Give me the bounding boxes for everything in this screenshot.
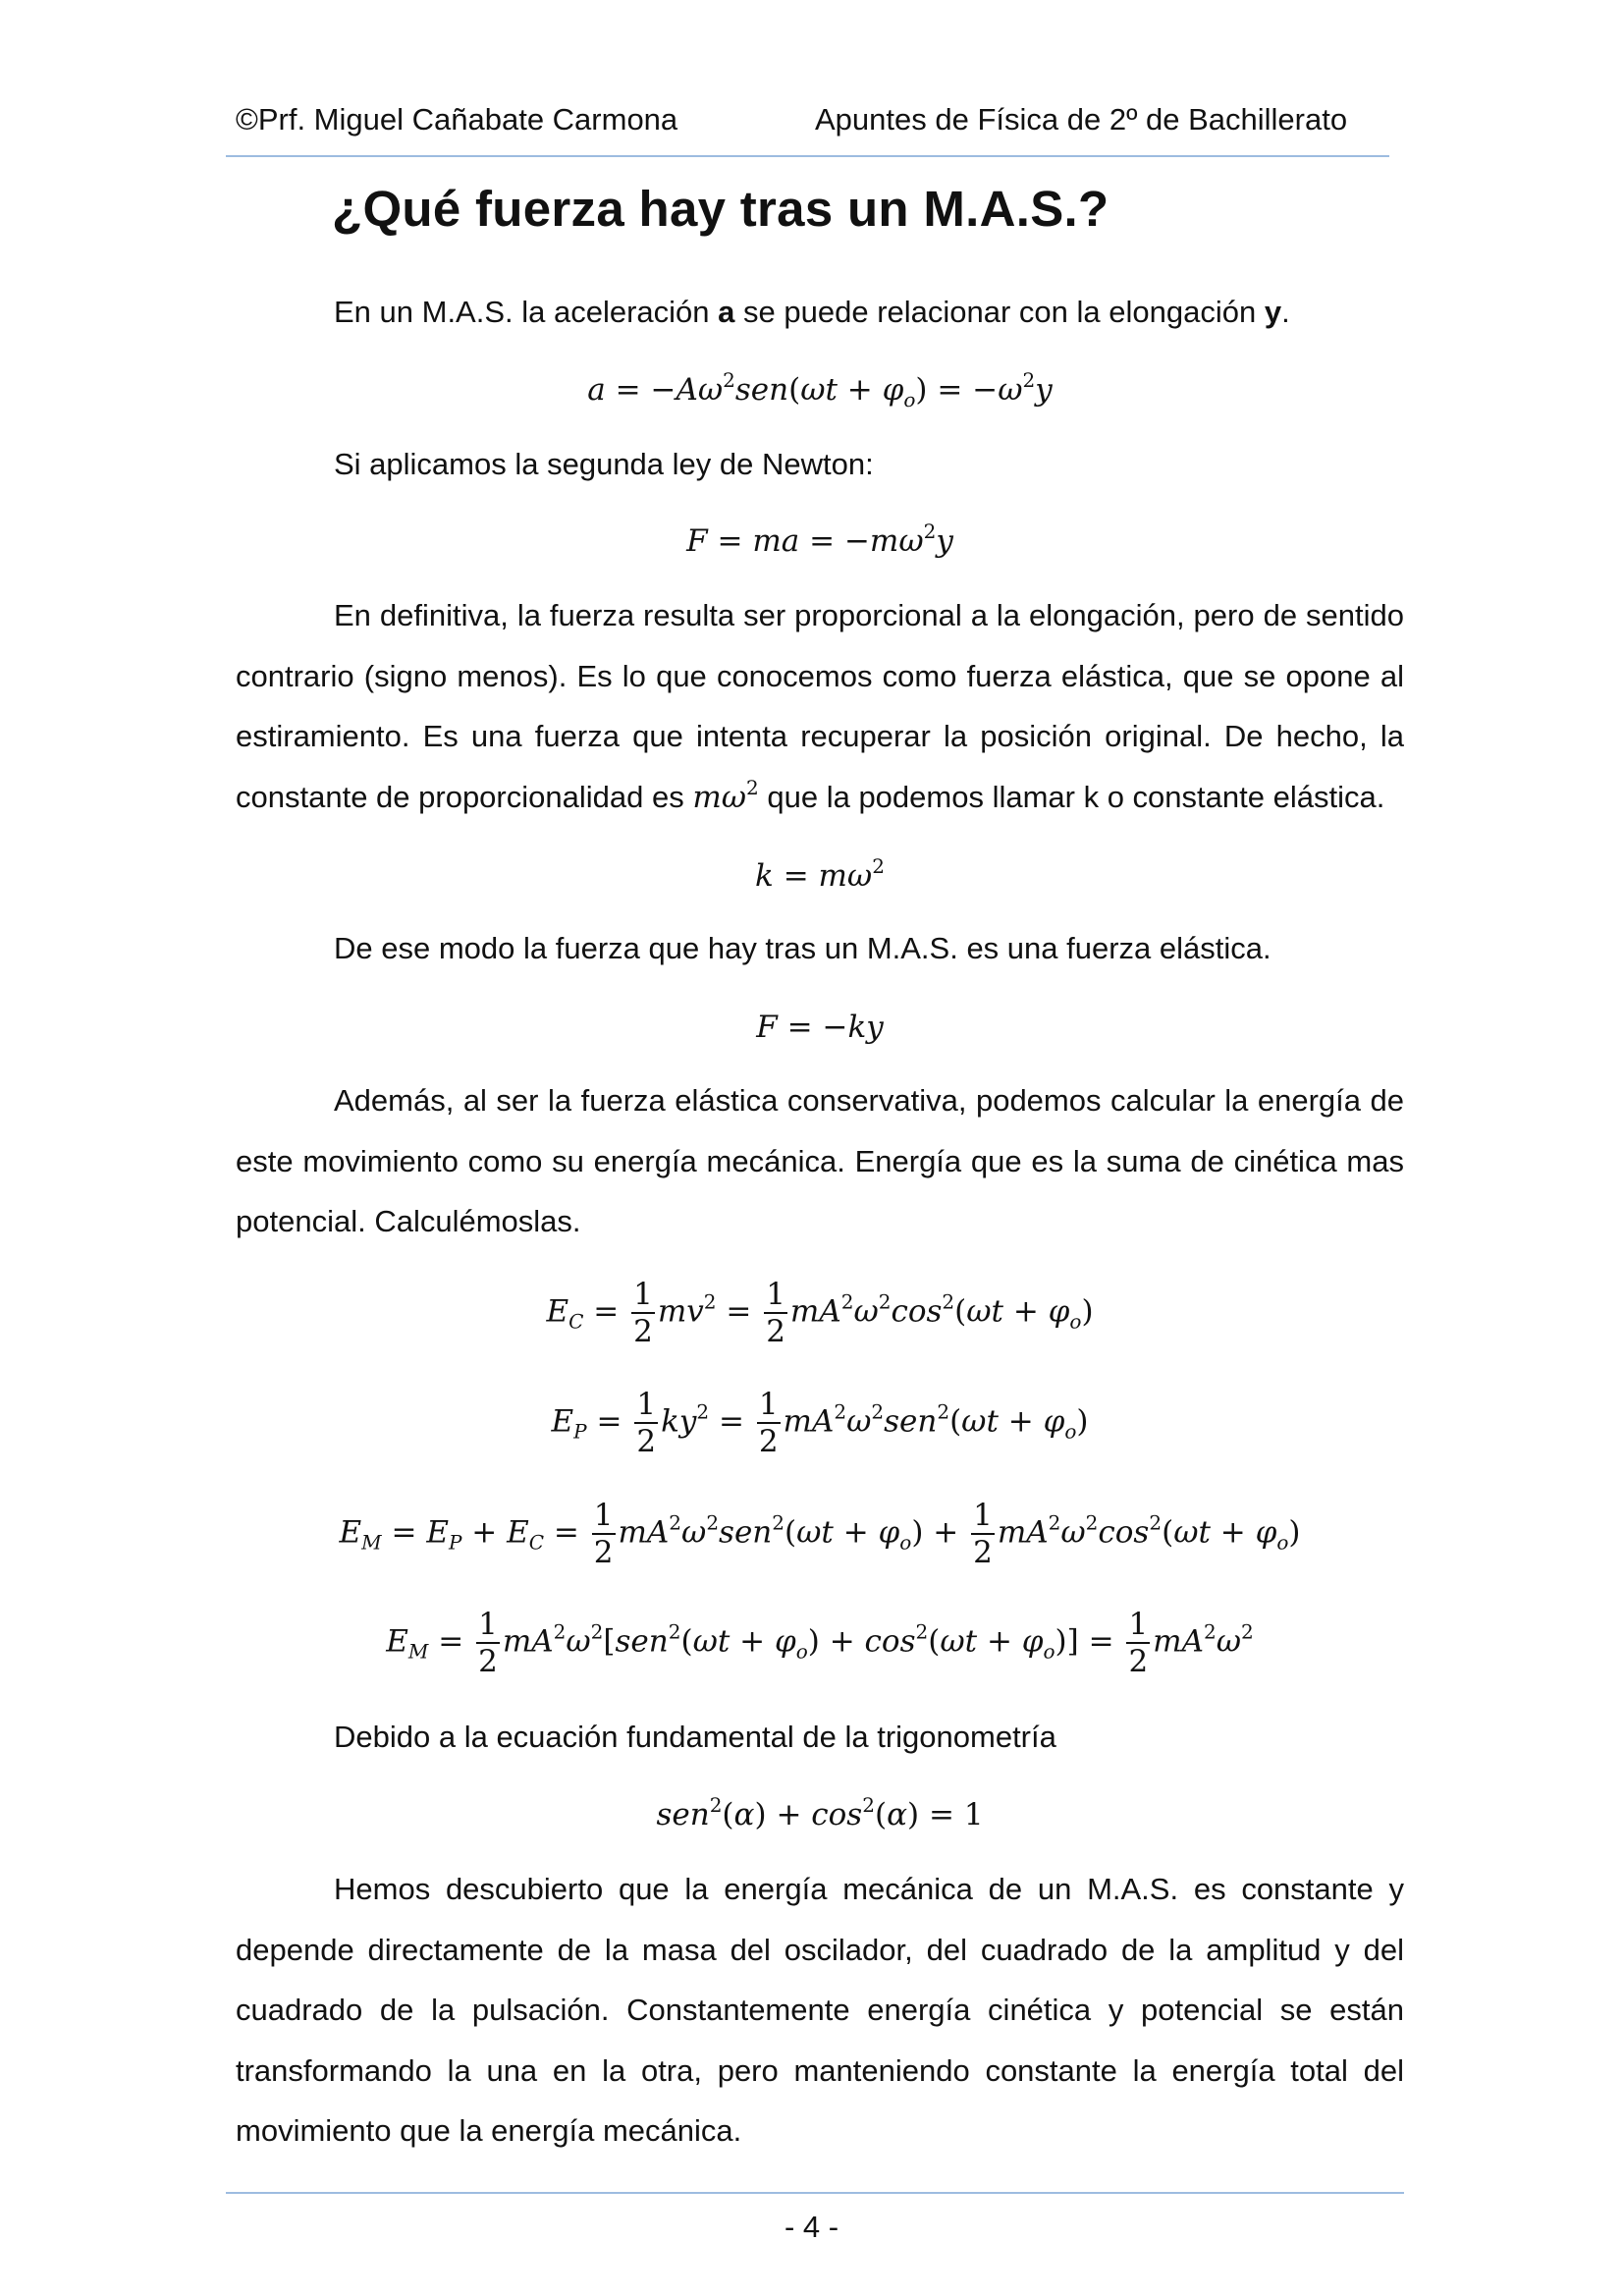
section-title: ¿Qué fuerza hay tras un M.A.S.? [332, 181, 1109, 237]
equation-newton: F = ma = $-m\omega^2y$ [686, 519, 953, 559]
equation-mechanical-energy-sum: $E_M = E_P + E_C$ = $\frac{1}{2}$ $mA^2\omega^2sen^2(\omega t + \varphi_o)$ + $\frac{1}{2}$ $mA^2\omega^2\cos^2(\omega t + \varphi_o)$ [339, 1498, 1301, 1570]
intro-paragraph: En un M.A.S. la aceleración a se puede relacionar con la elongación y. [334, 295, 1290, 329]
page-header [236, 98, 1384, 141]
equation-mechanical-energy-result: $E_M$ = $\frac{1}{2}$ $mA^2\omega^2[sen^2(\omega t + \varphi_o) + \cos^2(\omega t + \varphi_o)]$ = $\frac{1}{2}$ $mA^2\omega^2$ [386, 1607, 1254, 1679]
equation-acceleration: $a = -A\omega^2sen(\omega t + \varphi_o) = -\omega^2y$ [587, 368, 1053, 411]
equation-hooke: F = −ky [756, 1010, 884, 1045]
equation-potential-energy: $E_P$ = $\frac{1}{2}$ $ky^2$ = $\frac{1}{2}$ $mA^2\omega^2sen^2(\omega t + \varphi_o)$ [551, 1387, 1089, 1459]
page-number: - 4 - [784, 2210, 839, 2244]
header-author: ©Prf. Miguel Cañabate Carmona [236, 102, 678, 137]
trig-intro: Debido a la ecuación fundamental de la trigonometría [334, 1720, 1056, 1754]
proportional-paragraph: En definitiva, la fuerza resulta ser proporcional a la elongación, pero de sentido contrario (signo menos). Es lo que conocemos como fuerza elástica, que se opone al estiramiento. Es una fuerza que intenta recuperar la posición original. De hecho, la constante de proporcionalidad es $m\omega^2$ que la podemos llamar k o constante elástica. [236, 598, 1404, 815]
header-course: Apuntes de Física de 2º de Bachillerato [815, 102, 1348, 137]
equation-trig-identity: $sen^2(\alpha) + \cos^2(\alpha) = 1$ [656, 1793, 984, 1832]
footer-divider [226, 2192, 1404, 2194]
equation-k: $k = m\omega^2$ [755, 854, 885, 894]
conclusion-paragraph: Hemos descubierto que la energía mecánica de un M.A.S. es constante y depende directamente de la masa del oscilador, del cuadrado de la amplitud y del cuadrado de la pulsación. Constantemente energía cinética y potencial se están transformando la una en la otra, pero manteniendo constante la energía total del movimiento que la energía mecánica. [236, 1872, 1404, 2148]
header-divider [226, 155, 1389, 157]
energy-paragraph: Además, al ser la fuerza elástica conservativa, podemos calcular la energía de este movimiento como su energía mecánica. Energía que es la suma de cinética mas potencial. Calculémoslas. [236, 1083, 1404, 1238]
elastic-intro: De ese modo la fuerza que hay tras un M.A.S. es una fuerza elástica. [334, 931, 1271, 965]
equation-kinetic-energy: $E_C$ = $\frac{1}{2}$ $mv^2$ = $\frac{1}{2}$ $mA^2\omega^2\cos^2(\omega t + \varphi_o)$ [546, 1277, 1094, 1349]
newton-intro: Si aplicamos la segunda ley de Newton: [334, 447, 874, 481]
